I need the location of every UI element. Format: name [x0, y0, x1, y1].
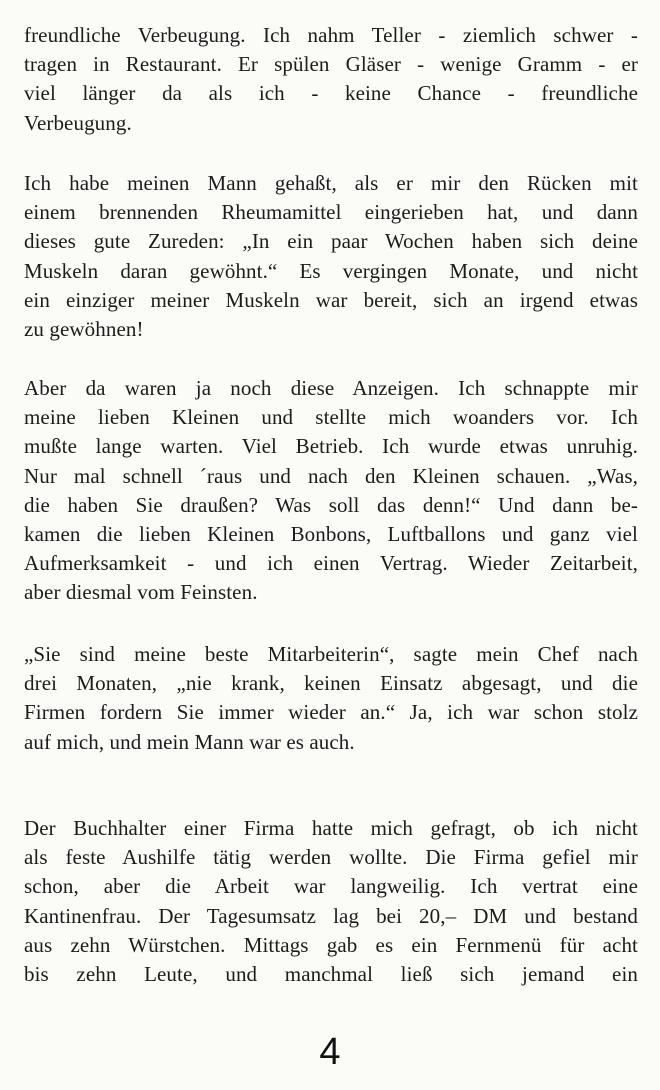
text-line: tragen in Restaurant. Er spülen Gläser - wenige Gramm - er [24, 52, 638, 77]
text-line: meine lieben Kleinen und stellte mich woanders vor. Ich [24, 405, 638, 430]
text-line: viel länger da als ich - keine Chance - freundliche [24, 81, 638, 106]
text-line: dieses gute Zureden: „In ein paar Wochen haben sich deine [24, 229, 638, 254]
paragraph-4 [24, 640, 638, 757]
text-line: bis zehn Leute, und manchmal ließ sich jemand ein [24, 962, 638, 987]
page-number: 4 [319, 1031, 341, 1073]
text-line: drei Monaten, „nie krank, keinen Einsatz abgesagt, und die [24, 671, 638, 696]
paragraph-1 [24, 21, 638, 138]
text-line: Ich habe meinen Mann gehaßt, als er mir den Rücken mit [24, 171, 638, 195]
text-line: aber diesmal vom Feinsten. [24, 580, 258, 605]
text-line: kamen die lieben Kleinen Bonbons, Luftballons und ganz viel [24, 522, 638, 547]
paragraph-5 [24, 814, 638, 989]
text-line: schon, aber die Arbeit war langweilig. Ich vertrat eine [24, 874, 638, 899]
text-line: Firmen fordern Sie immer wieder an.“ Ja, ich war schon stolz [24, 700, 638, 725]
text-line: einem brennenden Rheumamittel eingerieben hat, und dann [24, 200, 638, 225]
text-line: Kantinenfrau. Der Tagesumsatz lag bei 20,– DM und bestand [24, 903, 638, 928]
text-line: Verbeugung. [24, 110, 132, 135]
text-line: Nur mal schnell ´raus und nach den Kleinen schauen. „Was, [24, 463, 638, 488]
text-line: als feste Aushilfe tätig werden wollte. Die Firma gefiel mir [24, 845, 638, 870]
text-line: mußte lange warten. Viel Betrieb. Ich wurde etwas unruhig. [24, 434, 638, 459]
text-line: auf mich, und mein Mann war es auch. [24, 729, 355, 754]
text-line: zu gewöhnen! [24, 317, 144, 342]
text-line: aus zehn Würstchen. Mittags gab es ein Fernmenü für acht [24, 932, 638, 957]
text-line: Aufmerksamkeit - und ich einen Vertrag. Wieder Zeitarbeit, [24, 551, 638, 576]
text-line: freundliche Verbeugung. Ich nahm Teller - ziemlich schwer - [24, 23, 638, 47]
text-line: die haben Sie draußen? Was soll das denn!“ Und dann be- [24, 492, 638, 517]
text-line: Der Buchhalter einer Firma hatte mich gefragt, ob ich nicht [24, 816, 638, 840]
text-line: ein einziger meiner Muskeln war bereit, sich an irgend etwas [24, 287, 638, 312]
text-line: Aber da waren ja noch diese Anzeigen. Ich schnappte mir [24, 376, 638, 400]
text-line: „Sie sind meine beste Mitarbeiterin“, sagte mein Chef nach [24, 642, 638, 666]
text-line: Muskeln daran gewöhnt.“ Es vergingen Monate, und nicht [24, 258, 638, 283]
paragraph-2 [24, 169, 638, 344]
paragraph-3 [24, 374, 638, 608]
